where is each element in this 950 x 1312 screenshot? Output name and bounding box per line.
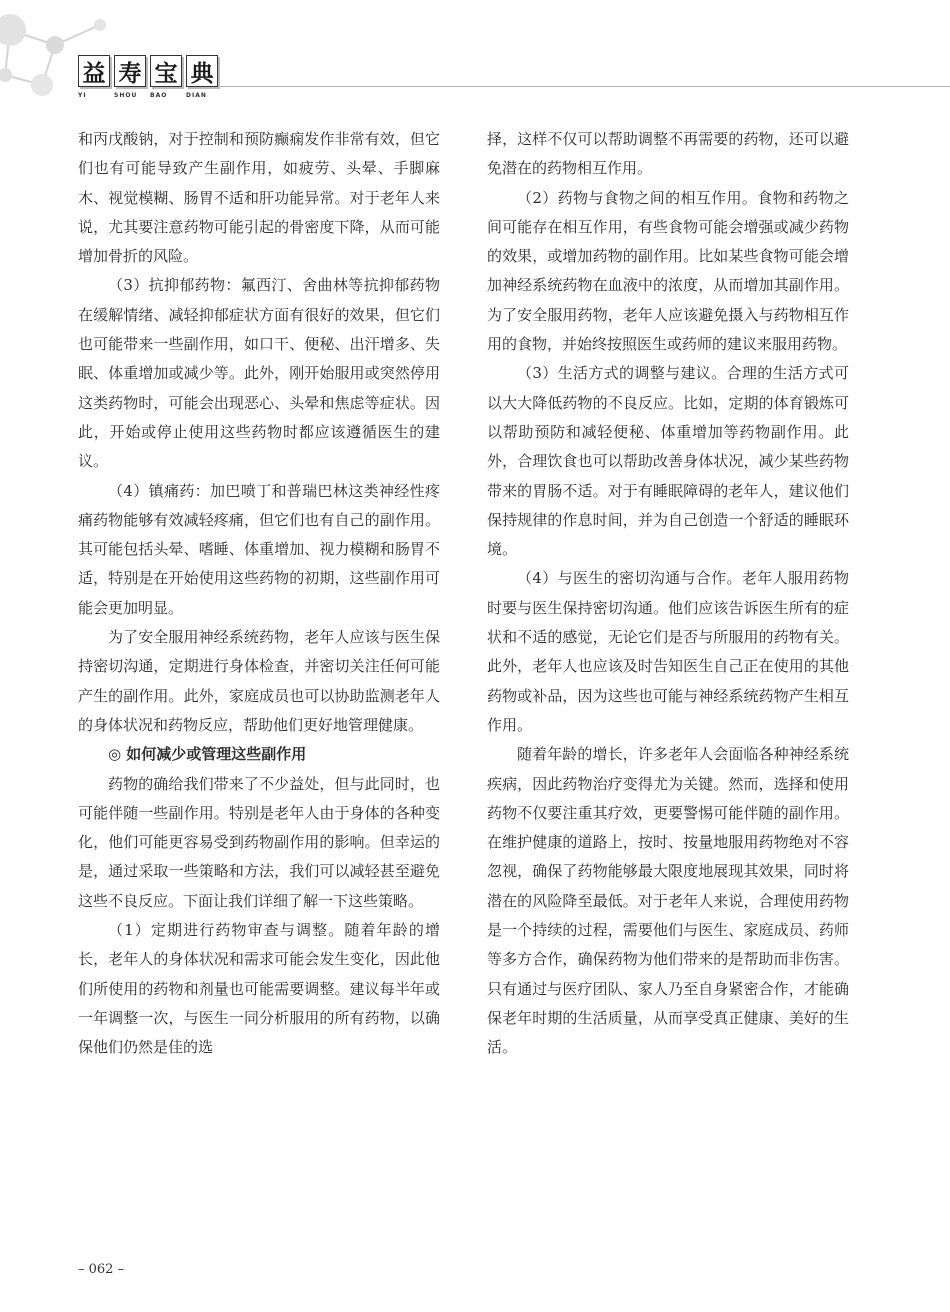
paragraph: （1）定期进行药物审查与调整。随着年龄的增长，老年人的身体状况和需求可能会发生变化，因此他们所使用的药物和剂量也可能需要调整。建议每半年或一年调整一次，与医生一同分析服用的所有药物，以确保他们仍然是佳的选 [78,921,440,1057]
pinyin-syllable: BAO [150,92,168,99]
magazine-logo [78,55,222,87]
paragraph: 择，这样不仅可以帮助调整不再需要的药物，还可以避免潜在的药物相互作用。 [487,130,849,178]
logo-char: 益 [78,55,110,87]
logo-char: 典 [186,55,218,87]
paragraph: （3）抗抑郁药物：氟西汀、舍曲林等抗抑郁药物在缓解情绪、减轻抑郁症状方面有很好的效果，但它们也可能带来一些副作用，如口干、便秘、出汗增多、失眠、体重增加或减少等。此外，刚开始服用或突然停用这类药物时，可能会出现恶心、头晕和焦虑等症状。因此，开始或停止使用这些药物时都应该遵循医生的建议。 [78,276,440,471]
logo-pinyin [78,92,222,99]
right-column [487,125,849,1063]
logo-char: 宝 [150,55,182,87]
paragraph: 和丙戊酸钠，对于控制和预防癫痫发作非常有效，但它们也有可能导致产生副作用，如疲劳、头晕、手脚麻木、视觉模糊、肠胃不适和肝功能异常。对于老年人来说，尤其要注意药物可能引起的骨密度下降，从而可能增加骨折的风险。 [78,130,440,266]
pinyin-syllable: DIAN [186,92,207,99]
paragraph: 药物的确给我们带来了不少益处，但与此同时，也可能伴随一些副作用。特别是老年人由于身体的各种变化，他们可能更容易受到药物副作用的影响。但幸运的是，通过采取一些策略和方法，我们可以减轻甚至避免这些不良反应。下面让我们详细了解一下这些策略。 [78,774,440,910]
header-divider [220,86,950,87]
magazine-header [78,55,222,99]
pinyin-syllable: SHOU [114,92,138,99]
page-number: – 062 – [78,1262,125,1277]
paragraph: （2）药物与食物之间的相互作用。食物和药物之间可能存在相互作用，有些食物可能会增强或减少药物的效果，或增加药物的副作用。比如某些食物可能会增加神经系统药物在血液中的浓度，从而增加其副作用。为了安全服用药物，老年人应该避免摄入与药物相互作用的食物，并始终按照医生或药师的建议来服用药物。 [487,188,849,354]
paragraph: （3）生活方式的调整与建议。合理的生活方式可以大大降低药物的不良反应。比如，定期的体育锻炼可以帮助预防和减轻便秘、体重增加等药物副作用。此外，合理饮食也可以帮助改善身体状况，减少某些药物带来的胃肠不适。对于有睡眠障碍的老年人，建议他们保持规律的作息时间，并为自己创造一个舒适的睡眠环境。 [487,364,849,559]
paragraph: 为了安全服用神经系统药物，老年人应该与医生保持密切沟通，定期进行身体检查，并密切关注任何可能产生的副作用。此外，家庭成员也可以协助监测老年人的身体状况和药物反应，帮助他们更好地管理健康。 [78,628,440,734]
logo-char: 寿 [114,55,146,87]
left-column [78,125,440,1063]
paragraph: 随着年龄的增长，许多老年人会面临各种神经系统疾病，因此药物治疗变得尤为关键。然而，选择和使用药物不仅要注重其疗效，更要警惕可能伴随的副作用。在维护健康的道路上，按时、按量地服用药物绝对不容忽视，确保了药物能够最大限度地展现其效果，同时将潜在的风险降至最低。对于老年人来说，合理使用药物是一个持续的过程，需要他们与医生、家庭成员、药师等多方合作，确保药物为他们带来的是帮助而非伤害。只有通过与医疗团队、家人乃至自身紧密合作，才能确保老年时期的生活质量，从而享受真正健康、美好的生活。 [487,745,849,1057]
section-heading: ◎ 如何减少或管理这些副作用 [108,745,307,764]
pinyin-syllable: YI [78,92,87,99]
paragraph: （4）与医生的密切沟通与合作。老年人服用药物时要与医生保持密切沟通。他们应该告诉医生所有的症状和不适的感觉，无论它们是否与所服用的药物有关。此外，老年人也应该及时告知医生自己正在使用的其他药物或补品，因为这些也可能与神经系统药物产生相互作用。 [487,569,849,734]
paragraph: （4）镇痛药：加巴喷丁和普瑞巴林这类神经性疼痛药物能够有效减轻疼痛，但它们也有自己的副作用。其可能包括头晕、嗜睡、体重增加、视力模糊和肠胃不适，特别是在开始使用这些药物的初期，这些副作用可能会更加明显。 [78,481,440,617]
